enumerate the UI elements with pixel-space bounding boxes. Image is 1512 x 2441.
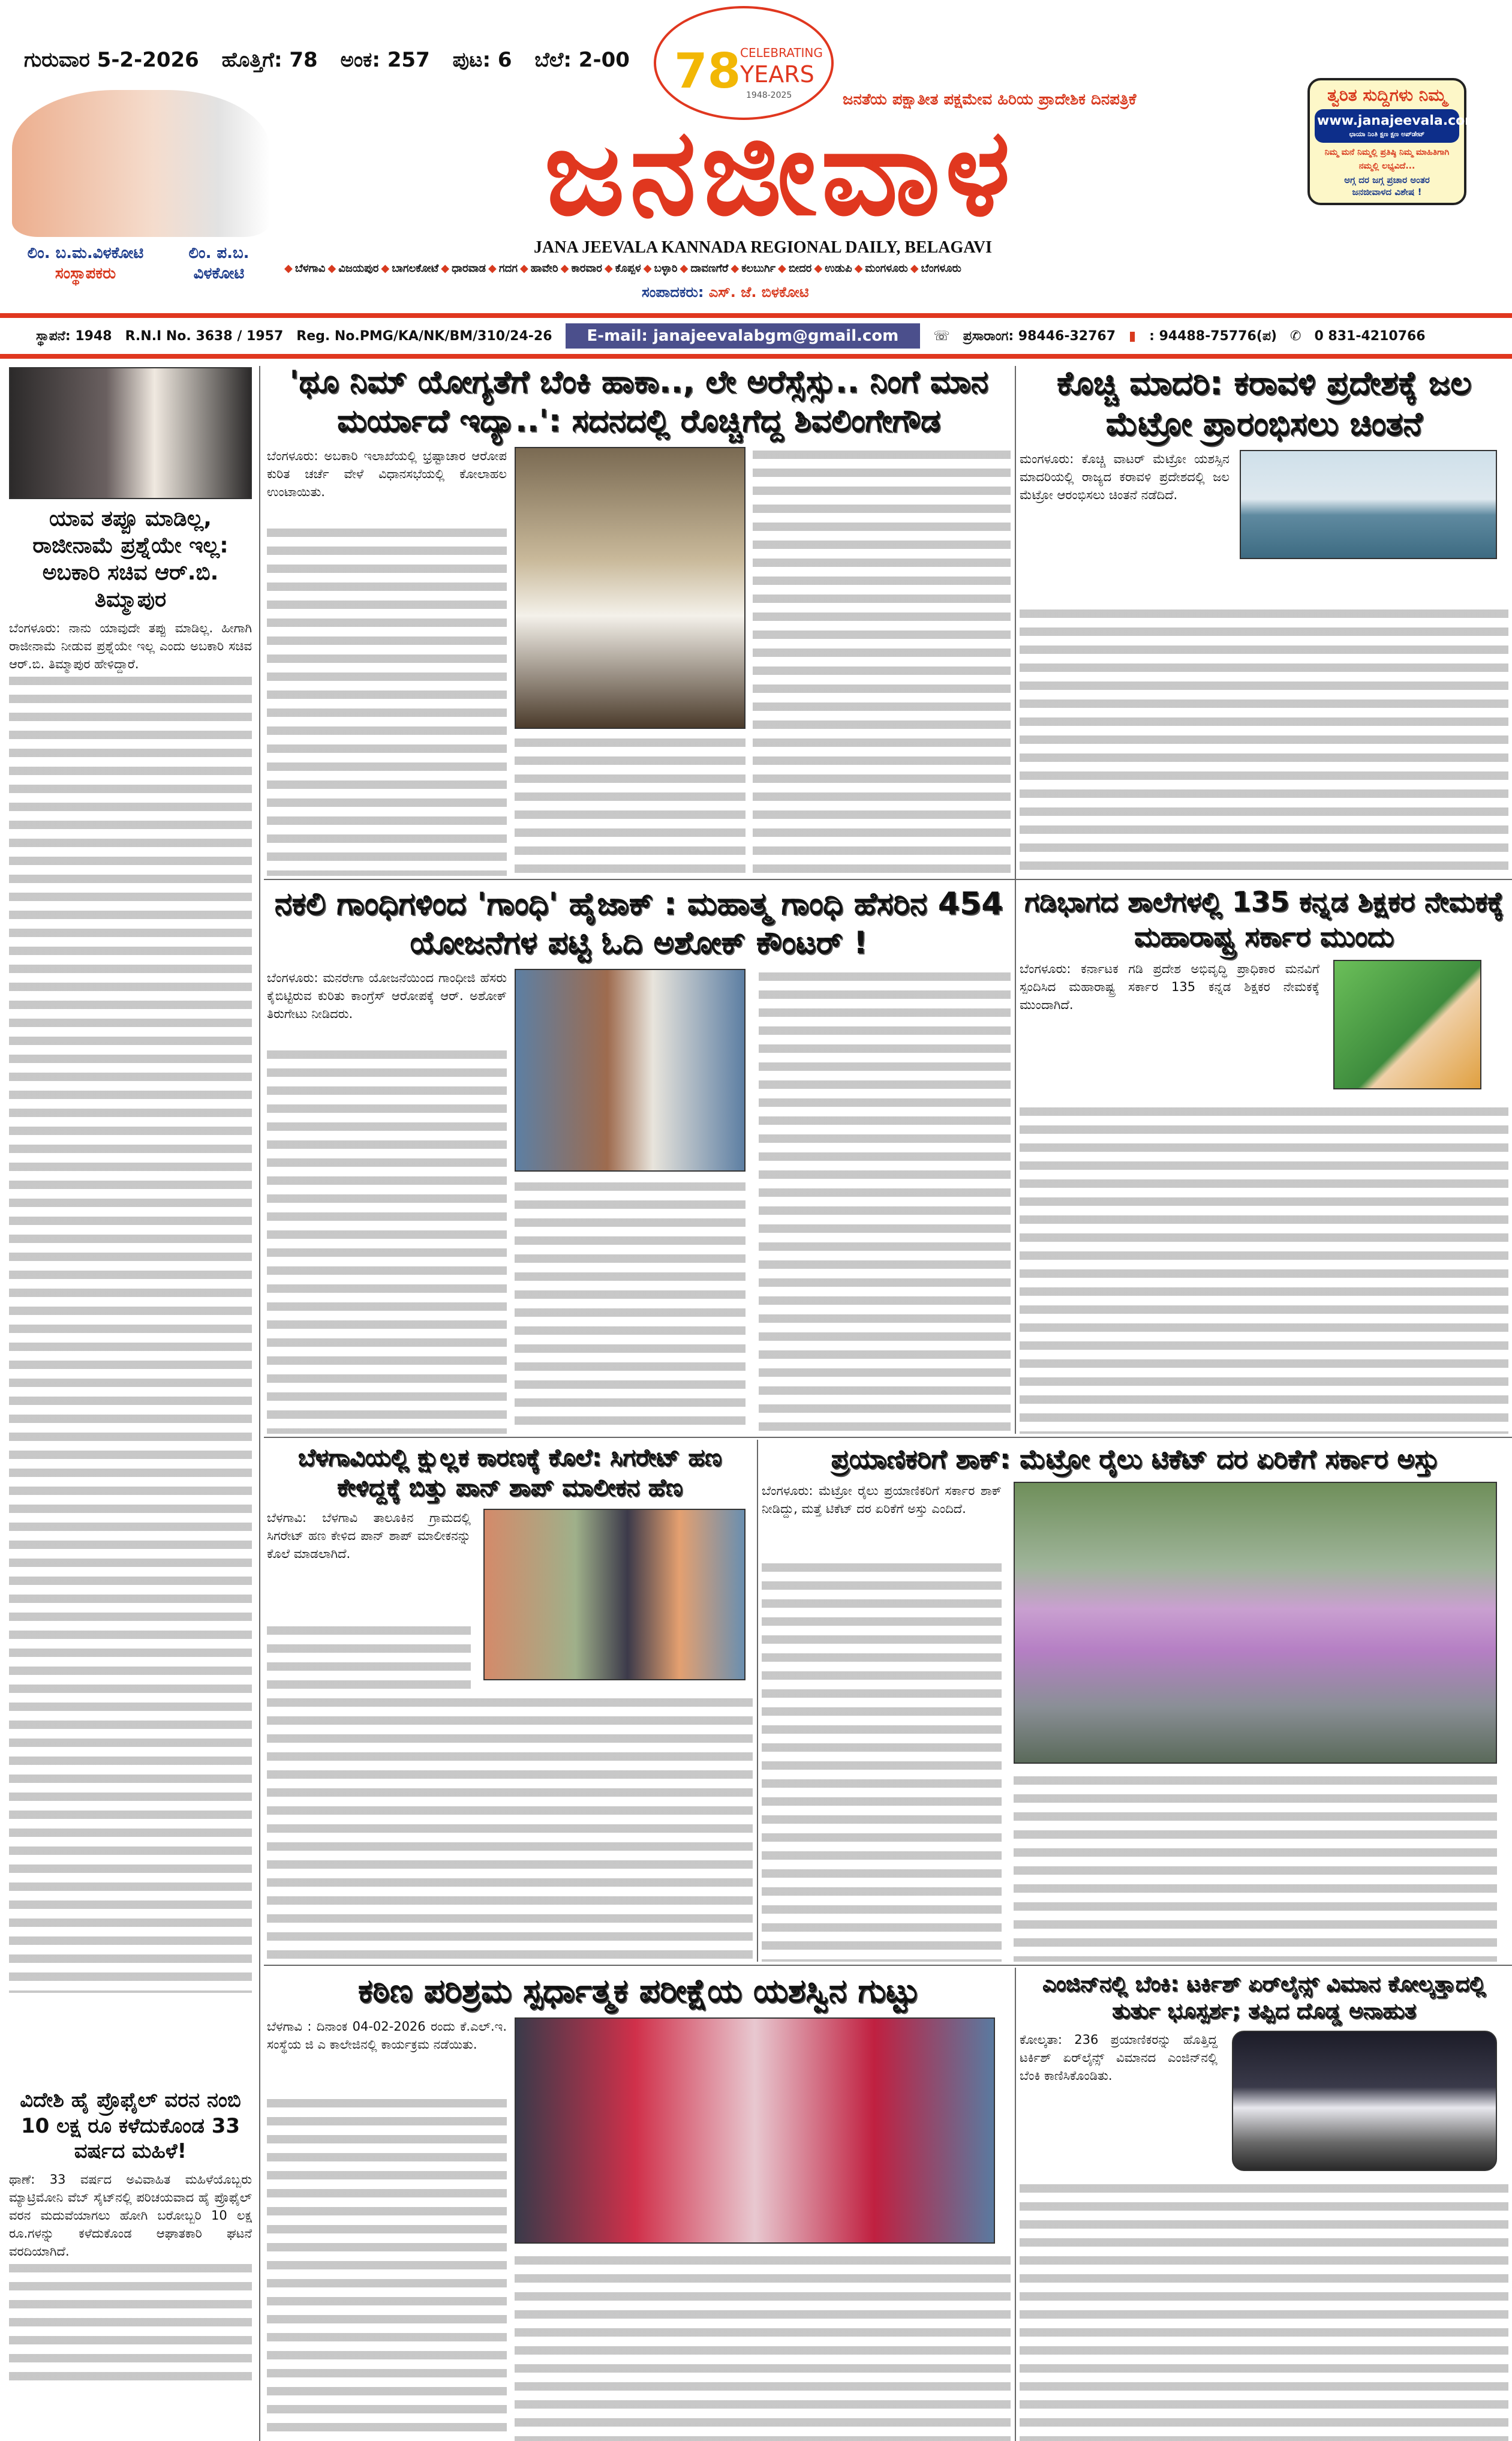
row-divider [264,1437,1512,1438]
masthead-rule [0,313,1512,318]
editor-line: ಸಂಪಾದಕರು: ಎಸ್. ಜೆ. ಬಿಳಕೋಟಿ [642,284,809,301]
body-text [267,1047,507,1434]
headline: ಕಠಿಣ ಪರಿಶ್ರಮ ಸ್ಪರ್ಧಾತ್ಮಕ ಪರೀಕ್ಷೆಯ ಯಶಸ್ವಿನ ಗುಟ್ಟು [357,1972,920,2010]
story-cigarette [267,1443,753,1962]
victim-photos [483,1509,746,1680]
edition-cities: ◆ ಬೆಳಗಾವಿ◆ ವಿಜಯಪುರ◆ ಬಾಗಲಕೋಟೆ◆ ಧಾರವಾಡ◆ ಗದಗ◆ ಹಾವೇರಿ◆ ಕಾರವಾರ◆ ಕೊಪ್ಪಳ◆ ಬಳ್ಳಾರಿ◆ ದಾವಣಗೆರೆ◆ ಕಲಬುರ್ಗಿ◆ ಬೀದರ◆ ಉಡುಪಿ◆ ಮಂಗಳೂರು◆ ಬೆಂಗಳೂರು [282,262,1301,276]
lead-paragraph: ಬೆಂಗಳೂರು: ಕರ್ನಾಟಕ ಗಡಿ ಪ್ರದೇಶ ಅಭಿವೃದ್ಧಿ ಪ್ರಾಧಿಕಾರ ಮನವಿಗೆ ಸ್ಪಂದಿಸಿದ ಮಹಾರಾಷ್ಟ್ರ ಸರ್ಕಾರ 135 ಕನ್ನಡ ಶಿಕ್ಷಕರ ನೇಮಕಕ್ಕೆ ಮುಂದಾಗಿದೆ. [1020,962,1319,1012]
event-photo [515,2017,995,2244]
info-bar: ಸ್ಥಾಪನೆ: 1948 R.N.I No. 3638 / 1957 Reg. No.PMG/KA/NK/BM/310/24-26 E-mail: janajeevalabgm@gmail.com ☏ ಪ್ರಸಾರಾಂಗ: 98446-32767 ▮ : 94488-75776(ಪ) ✆ 0 831-4210766 [0,321,1512,351]
lead-paragraph: ಬೆಂಗಳೂರು: ಮನರೇಗಾ ಯೋಜನೆಯಿಂದ ಗಾಂಧೀಜಿ ಹೆಸರು ಕೈಬಿಟ್ಟಿರುವ ಕುರಿತು ಕಾಂಗ್ರೆಸ್ ಆರೋಪಕ್ಕೆ ಆರ್. ಅಶೋಕ್ ತಿರುಗೇಟು ನೀಡಿದರು. [267,971,507,1021]
headline: 'ಥೂ ನಿಮ್ ಯೋಗ್ಯತೆಗೆ ಬೆಂಕಿ ಹಾಕಾ.., ಲೇ ಅರೆಸ್ಸೆಸ್ಸು.. ನಿಂಗೆ ಮಾನ ಮರ್ಯಾದೆ ಇದ್ಯಾ..': ಸದನದಲ್ಲಿ ರೊಚ್ಚಿಗೆದ್ದ ಶಿವಲಿಂಗೇಗೌಡ [289,364,988,439]
story-thimmapur [9,367,252,2077]
body-text [515,2253,1011,2441]
story-watermetro [1020,363,1508,876]
anniversary-badge: 78 CELEBRATING YEARS 1948-2025 [654,6,834,120]
body-text [515,1179,746,1434]
email-contact[interactable]: E-mail: janajeevalabgm@gmail.com [566,323,921,349]
issue-date: ಗುರುವಾರ 5-2-2026 [24,48,199,72]
lead-paragraph: ಬೆಂಗಳೂರು: ಮೆಟ್ರೋ ರೈಲು ಪ್ರಯಾಣಿಕರಿಗೆ ಸರ್ಕಾರ ಶಾಕ್ ನೀಡಿದ್ದು, ಮತ್ತೆ ಟಿಕೆಟ್ ದರ ಏರಿಕೆಗೆ ಅಸ್ತು ಎಂದಿದೆ. [762,1484,1002,1516]
body-text [1020,2181,1508,2441]
column-divider [1015,366,1016,1434]
teacher-illustration [1333,960,1481,1089]
founders-portrait [12,90,270,237]
tagline: ಜನತೆಯ ಪಕ್ಷಾತೀತ ಪಕ್ಷಮೇವ ಹಿರಿಯ ಪ್ರಾದೇಶಿಕ ದಿನಪತ್ರಿಕೆ [843,91,1137,109]
headline: ಬೆಳಗಾವಿಯಲ್ಲಿ ಕ್ಷುಲ್ಲಕ ಕಾರಣಕ್ಕೆ ಕೊಲೆ: ಸಿಗರೇಟ್ ಹಣ ಕೇಳಿದ್ದಕ್ಕೆ ಬಿತ್ತು ಪಾನ್ ಶಾಪ್ ಮಾಲೀಕನ ಹೆಣ [297,1444,722,1502]
column-divider [1015,1968,1016,2441]
minister-photo [9,367,252,499]
masthead-rule-bottom [0,354,1512,359]
headline: ಗಡಿಭಾಗದ ಶಾಲೆಗಳಲ್ಲಿ 135 ಕನ್ನಡ ಶಿಕ್ಷಕರ ನೇಮಕಕ್ಕೆ ಮಹಾರಾಷ್ಟ್ರ ಸರ್ಕಾರ ಮುಂದು [1024,885,1504,953]
lead-paragraph: ಕೋಲ್ಕತಾ: 236 ಪ್ರಯಾಣಿಕರನ್ನು ಹೊತ್ತಿದ್ದ ಟರ್ಕಿಶ್ ಏರ್‌ಲೈನ್ಸ್ ವಿಮಾನದ ಎಂಜಿನ್‌ನಲ್ಲಿ ಬೆಂಕಿ ಕಾಣಿಸಿಕೊಂಡಿತು. [1020,2032,1218,2083]
body-text [267,525,507,876]
website-link[interactable]: www.janajeevala.com ಛಾಯಾ ನಿಂತಿ ಕ್ಷಣ ಕ್ಷಣ ಅಪ್‌ಡೇಟ್ [1315,109,1459,143]
body-text [267,1695,753,1962]
english-title: JANA JEEVALA KANNADA REGIONAL DAILY, BELAGAVI [534,238,992,257]
story-teachers [1020,885,1508,1434]
story-profile [9,2088,252,2441]
body-text [759,969,1011,1434]
row-divider [264,879,1512,880]
column-divider [757,1440,758,1962]
lead-paragraph: ಮಂಗಳೂರು: ಕೊಚ್ಚಿ ವಾಟರ್ ಮೆಟ್ರೋ ಯಶಸ್ಸಿನ ಮಾದರಿಯಲ್ಲಿ ರಾಜ್ಯದ ಕರಾವಳಿ ಪ್ರದೇಶದಲ್ಲಿ ಜಲ ಮೆಟ್ರೋ ಆರಂಭಿಸಲು ಚಿಂತನೆ ನಡೆದಿದೆ. [1020,452,1230,502]
body-text [9,673,252,1993]
headline: ವಿದೇಶಿ ಹೈ ಪ್ರೊಫೈಲ್ ವರನ ನಂಬಿ 10 ಲಕ್ಷ ರೂ ಕಳೆದುಕೊಂಡ 33 ವರ್ಷದ ಮಹಿಳೆ! [20,2088,241,2163]
founder-1: ಲಿಂ. ಬ.ಮ.ವಿಳಕೋಟಿ ಸಂಸ್ಥಾಪಕರು [27,244,144,283]
column-divider [259,366,260,2441]
issue-meta [24,48,645,72]
page-count: ಪುಟ: 6 [452,48,512,72]
body-text [753,447,1011,876]
volume: ಹೊತ್ತಿಗೆ: 78 [221,48,318,72]
story-exam [267,1971,1011,2441]
body-text [9,2260,252,2380]
lead-paragraph: ಥಾಣೆ: 33 ವರ್ಷದ ಅವಿವಾಹಿತ ಮಹಿಳೆಯೊಬ್ಬರು ಮ್ಯಾಟ್ರಿಮೋನಿ ವೆಬ್ ಸೈಟ್‌ನಲ್ಲಿ ಪರಿಚಯವಾದ ಹೈ ಪ್ರೊಫೈಲ್ ವರನ ಮದುವೆಯಾಗಲು ಹೋಗಿ ಬರೋಬ್ಬರಿ 10 ಲಕ್ಷ ರೂ.ಗಳನ್ನು ಕಳೆದುಕೊಂಡ ಆಘಾತಕಾರಿ ಘಟನೆ ವರದಿಯಾಗಿದೆ. [9,2172,252,2259]
story-gandhi [267,885,1011,1434]
whatsapp-icon: ☏ [933,328,950,344]
lead-paragraph: ಬೆಂಗಳೂರು: ಅಬಕಾರಿ ಇಲಾಖೆಯಲ್ಲಿ ಭ್ರಷ್ಟಾಚಾರ ಆರೋಪ ಕುರಿತ ಚರ್ಚೆ ವೇಳೆ ವಿಧಾನಸಭೆಯಲ್ಲಿ ಕೋಲಾಹಲ ಉಂಟಾಯಿತು. [267,449,507,499]
mla-photo [515,447,746,729]
body-text [1014,1773,1497,1962]
metro-train-photo [1014,1482,1497,1764]
headline: ಪ್ರಯಾಣಿಕರಿಗೆ ಶಾಕ್: ಮೆಟ್ರೋ ರೈಲು ಟಿಕೆಟ್ ದರ ಏರಿಕೆಗೆ ಸರ್ಕಾರ ಅಸ್ತು [831,1444,1439,1475]
issue-number: ಅಂಕ: 257 [340,48,430,72]
headline: ನಕಲಿ ಗಾಂಧಿಗಳಿಂದ 'ಗಾಂಧಿ' ಹೈಜಾಕ್ : ಮಹಾತ್ಮ ಗಾಂಧಿ ಹೆಸರಿನ 454 ಯೋಜನೆಗಳ ಪಟ್ಟಿ ಓದಿ ಅಶೋಕ್ ಕೌಂಟರ್ ! [274,886,1003,961]
story-shivalingegowda [267,363,1011,876]
website-promo: ತ್ವರಿತ ಸುದ್ದಿಗಳು ನಿಮ್ಮ www.janajeevala.com ಛಾಯಾ ನಿಂತಿ ಕ್ಷಣ ಕ್ಷಣ ಅಪ್‌ಡೇಟ್ ನಿಮ್ಮ ಮನೆ ನಿಮ್ಮಲ್ಲಿ ಪ್ರತಿಷ್ಠಿ ನಿಮ್ಮ ಮಾಹಿತಿಗಾಗಿ ನಮ್ಮಲ್ಲಿ ಲಭ್ಯವಿದೆ... ಅಗ್ಗ ದರ ಜಗ್ಗ ಪ್ರಚಾರ ಅಂತರ ಜನಜೀವಾಳದ ವಿಶೇಷ ! [1307,78,1466,205]
price: ಬೆಲೆ: 2-00 [534,48,630,72]
body-text [267,1623,471,1689]
ashok-photo [515,969,746,1172]
lead-paragraph: ಬೆಳಗಾವಿ : ದಿನಾಂಕ 04-02-2026 ರಂದು ಕೆ.ಎಲ್.ಇ. ಸಂಸ್ಥೆಯ ಜಿ ಎ ಕಾಲೇಜಿನಲ್ಲಿ ಕಾರ್ಯಕ್ರಮ ನಡೆಯಿತು. [267,2019,507,2052]
lead-paragraph: ಬೆಳಗಾವಿ: ಬೆಳಗಾವಿ ತಾಲೂಕಿನ ಗ್ರಾಮದಲ್ಲಿ ಸಿಗರೇಟ್ ಹಣ ಕೇಳಿದ ಪಾನ್ ಶಾಪ್ ಮಾಲೀಕನನ್ನು ಕೊಲೆ ಮಾಡಲಾಗಿದೆ. [267,1511,471,1561]
mobile-icon: ▮ [1129,328,1137,344]
founder-2: ಲಿಂ. ಪ.ಬ. ವಿಳಕೋಟಿ [188,244,250,283]
water-metro-photo [1240,450,1497,559]
body-text [515,735,746,876]
story-airlines [1020,1971,1508,2441]
headline: ಕೊಚ್ಚಿ ಮಾದರಿ: ಕರಾವಳಿ ಪ್ರದೇಶಕ್ಕೆ ಜಲ ಮೆಟ್ರೋ ಪ್ರಾರಂಭಿಸಲು ಚಿಂತನೆ [1056,364,1472,443]
airplane-photo [1232,2031,1497,2171]
body-text [267,2095,507,2441]
body-text [1020,1104,1508,1434]
phone-icon: ✆ [1290,328,1301,344]
headline: ಯಾವ ತಪ್ಪೂ ಮಾಡಿಲ್ಲ, ರಾಜೀನಾಮೆ ಪ್ರಶ್ನೆಯೇ ಇಲ್ಲ: ಅಬಕಾರಿ ಸಚಿವ ಆರ್.ಬಿ. ತಿಮ್ಮಾಪುರ [32,506,229,612]
lead-paragraph: ಬೆಂಗಳೂರು: ನಾನು ಯಾವುದೇ ತಪ್ಪು ಮಾಡಿಲ್ಲ. ಹೀಗಾಗಿ ರಾಜೀನಾಮೆ ನೀಡುವ ಪ್ರಶ್ನೆಯೇ ಇಲ್ಲ ಎಂದು ಅಬಕಾರಿ ಸಚಿವ ಆರ್.ಬಿ. ತಿಮ್ಮಾಪುರ ಹೇಳಿದ್ದಾರೆ. [9,621,252,671]
story-metro-fare [762,1443,1508,1962]
newspaper-logo: ಜನಜೀವಾಳ [544,103,1015,242]
row-divider [264,1965,1512,1966]
body-text [1020,606,1508,876]
headline: ಎಂಜಿನ್‌ನಲ್ಲಿ ಬೆಂಕಿ: ಟರ್ಕಿಶ್ ಏರ್‌ಲೈನ್ಸ್ ವಿಮಾನ ಕೋಲ್ಕತ್ತಾದಲ್ಲಿ ತುರ್ತು ಭೂಸ್ಪರ್ಶ; ತಪ್ಪಿದ ದೊಡ್ಡ ಅನಾಹುತ [1042,1972,1486,2023]
body-text [762,1560,1002,1962]
